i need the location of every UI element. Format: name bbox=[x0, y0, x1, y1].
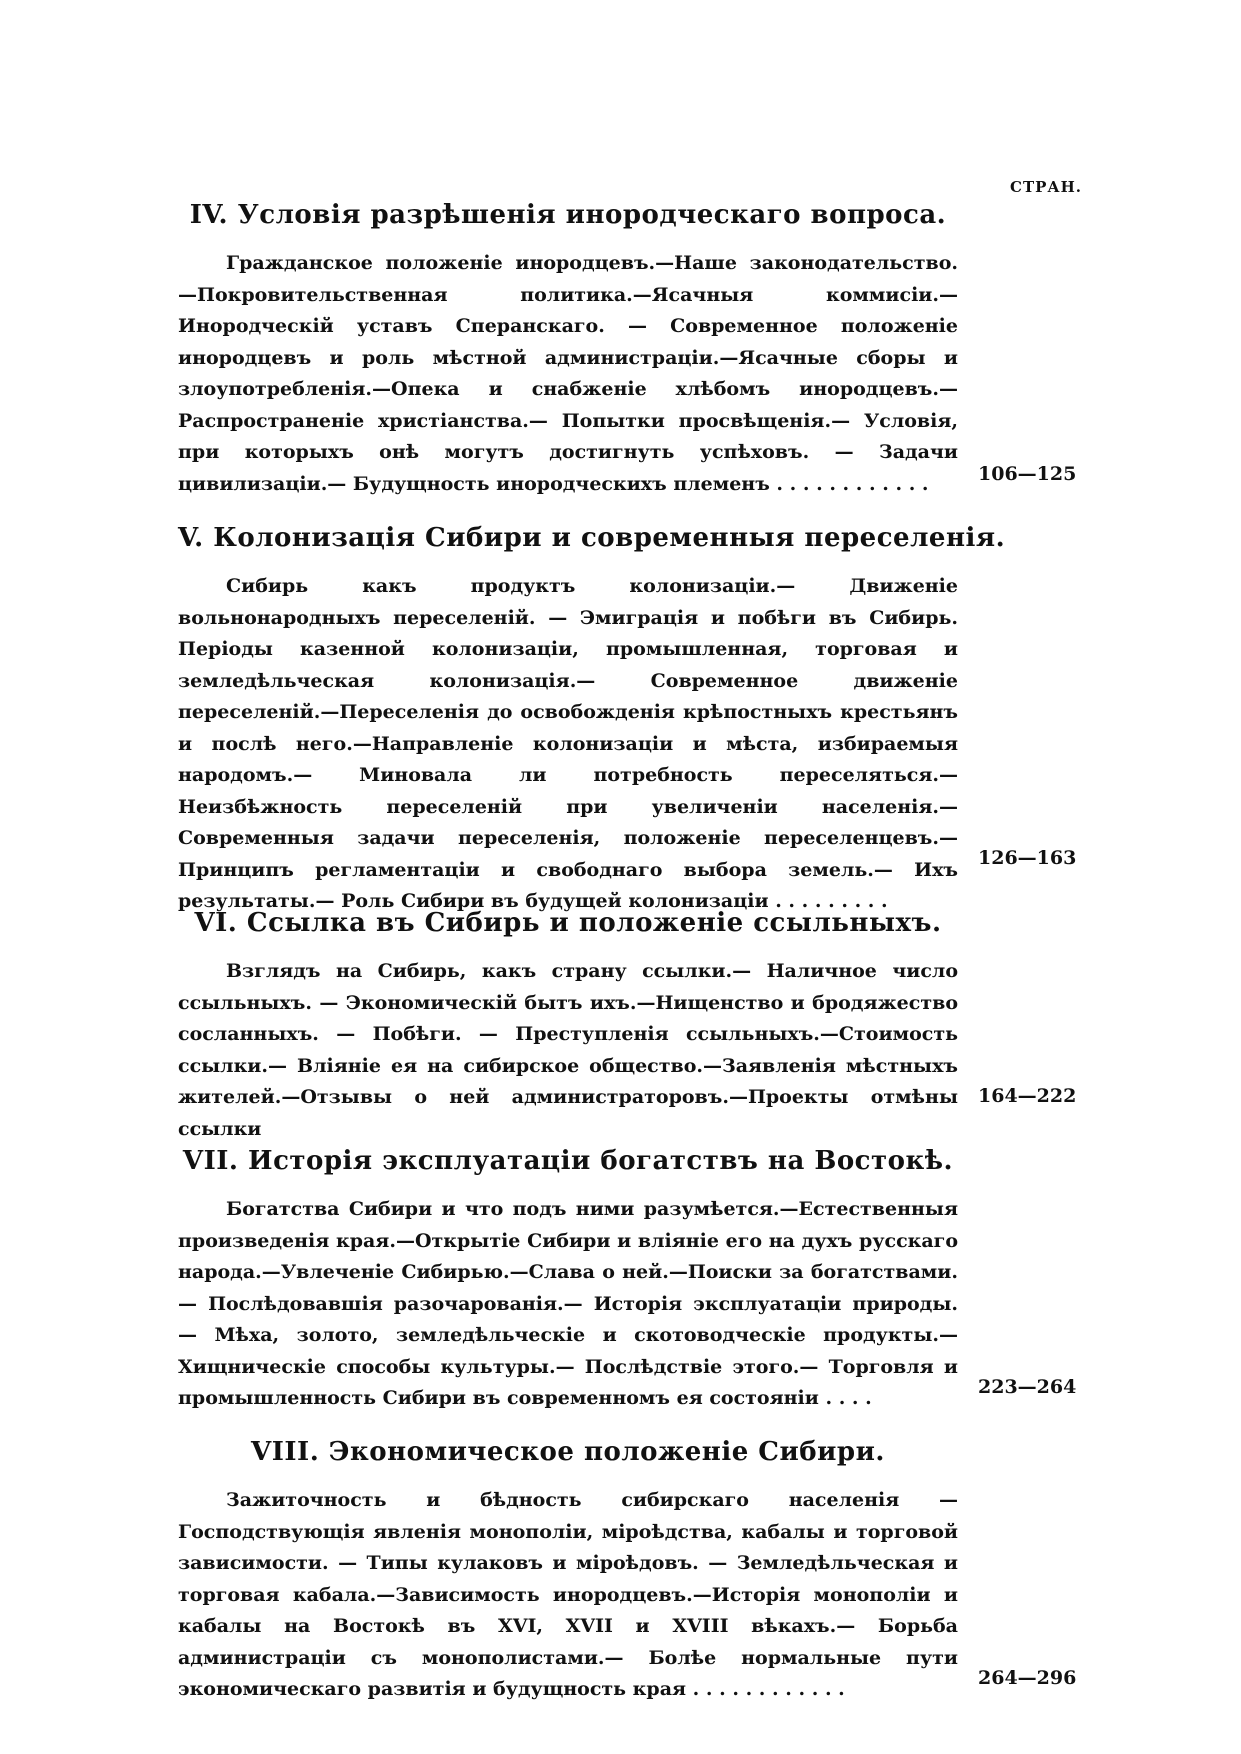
chapter-title: IV. Условія разрѣшенія инородческаго вопроса. bbox=[189, 200, 947, 230]
page-range: 223—264 bbox=[978, 1376, 1077, 1398]
chapter-section bbox=[178, 200, 958, 500]
chapter-title: VIII. Экономическое положеніе Сибири. bbox=[251, 1437, 885, 1467]
chapter-summary: Гражданское положеніе инородцевъ.—Наше законодательство.—Покровительственная политика.—Ясачныя коммисіи.—Инородческій уставъ Сперанскаго. — Современное положеніе инородцевъ и роль мѣстной администраціи.—Ясачные сборы и злоупотребленія.—Опека и снабженіе хлѣбомъ инородцевъ.— Распространеніе христіанства.— Попытки просвѣщенія.— Условія, при которыхъ онѣ могутъ достигнуть успѣховъ. — Задачи цивилизаціи.— Будущность инородческихъ племенъ . . . . . . . . . . . . bbox=[178, 252, 958, 495]
page-range: 126—163 bbox=[978, 847, 1077, 869]
chapter-section bbox=[178, 523, 1006, 918]
chapter-title: V. Колонизація Сибири и современныя переселенія. bbox=[178, 523, 1006, 553]
chapter-section bbox=[178, 1146, 958, 1415]
chapter-section bbox=[178, 1437, 958, 1706]
chapter-title: VII. Исторія эксплуатаціи богатствъ на Востокѣ. bbox=[182, 1146, 954, 1176]
chapter-summary: Взглядъ на Сибирь, какъ страну ссылки.— Наличное число ссыльныхъ. — Экономическій бытъ ихъ.—Нищенство и бродяжество сосланныхъ. — Побѣги. — Преступленія ссыльныхъ.—Стоимость ссылки.— Вліяніе ея на сибирское общество.—Заявленія мѣстныхъ жителей.—Отзывы о ней администраторовъ.—Проекты отмѣны ссылки bbox=[178, 960, 958, 1140]
page-range: 106—125 bbox=[978, 463, 1077, 485]
chapter-title: VI. Ссылка въ Сибирь и положеніе ссыльныхъ. bbox=[194, 908, 942, 938]
chapter-section bbox=[178, 908, 958, 1145]
chapter-summary: Сибирь какъ продуктъ колонизаціи.— Движеніе вольнонародныхъ переселеній. — Эмиграція и побѣги въ Сибирь. Періоды казенной колонизаціи, промышленная, торговая и земледѣльческая колонизація.— Современное движеніе переселеній.—Переселенія до освобожденія крѣпостныхъ крестьянъ и послѣ него.—Направленіе колонизаціи и мѣста, избираемыя народомъ.— Миновала ли потребность переселяться.—Неизбѣжность переселеній при увеличеніи населенія.—Современныя задачи переселенія, положеніе переселенцевъ.—Принципъ регламентаціи и свободнаго выбора земель.— Ихъ результаты.— Роль Сибири въ будущей колонизаціи . . . . . . . . . bbox=[178, 575, 958, 912]
page-range: 164—222 bbox=[978, 1085, 1077, 1107]
chapter-summary: Богатства Сибири и что подъ ними разумѣется.—Естественныя произведенія края.—Открытіе Сибири и вліяніе его на духъ русскаго народа.—Увлеченіе Сибирью.—Слава о ней.—Поиски за богатствами. — Послѣдовавшія разочарованія.— Исторія эксплуатаціи природы. — Мѣха, золото, земледѣльческіе и скотоводческіе продукты.—Хищническіе способы культуры.— Послѣдствіе этого.— Торговля и промышленность Сибири въ современномъ ея состояніи . . . . bbox=[178, 1198, 958, 1409]
chapter-summary: Зажиточность и бѣдность сибирскаго населенія —Господствующія явленія монополіи, міроѣдства, кабалы и торговой зависимости. — Типы кулаковъ и міроѣдовъ. — Земледѣльческая и торговая кабала.—Зависимость инородцевъ.—Исторія монополіи и кабалы на Востокѣ въ XVI, XVII и XVIII вѣкахъ.— Борьба администраціи съ монополистами.— Болѣе нормальные пути экономическаго развитія и будущность края . . . . . . . . . . . . bbox=[178, 1489, 958, 1700]
page-range: 264—296 bbox=[978, 1667, 1077, 1689]
page-column-label: СТРАН. bbox=[1010, 178, 1082, 196]
